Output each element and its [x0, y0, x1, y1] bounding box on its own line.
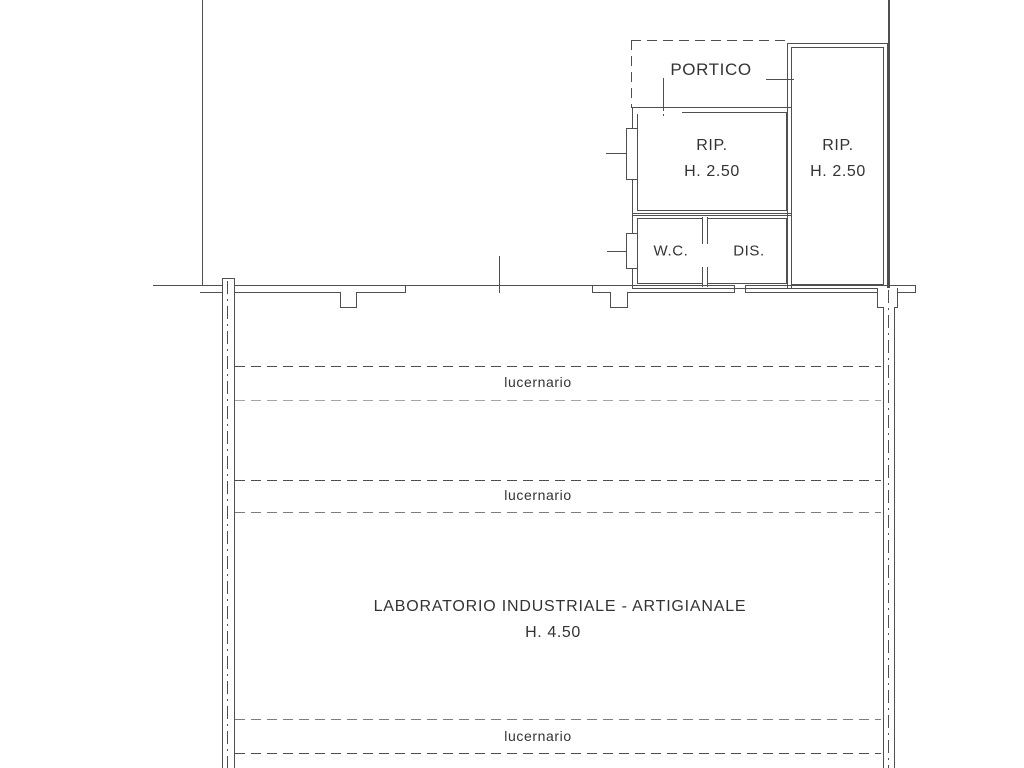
- room-wc-label: W.C.: [653, 242, 689, 260]
- room-dis-label: DIS.: [733, 242, 765, 260]
- window-rip-left: [626, 128, 638, 180]
- portico-label: PORTICO: [670, 60, 752, 79]
- portico-dashed-left: [631, 40, 632, 108]
- main-wall-joint-tick: [499, 256, 500, 293]
- lab-title: LABORATORIO INDUSTRIALE - ARTIGIANALE: [373, 598, 747, 615]
- window-wc: [626, 233, 638, 269]
- portico-dashed-top: [631, 40, 789, 41]
- skylight-3-top-line: [235, 719, 881, 720]
- main-wall-top-left-segment: [153, 285, 734, 286]
- skylight-1-top-line: [235, 366, 881, 367]
- boundary-line-right: [888, 0, 890, 289]
- room-rip-left-label: RIP.: [696, 137, 728, 154]
- lab-wall-left-centerline: [227, 281, 228, 768]
- wall-pier-1: [340, 292, 357, 308]
- main-wall-top-right-segment: [745, 285, 916, 286]
- room-rip-left: [632, 107, 792, 216]
- wall-pier-2: [610, 292, 628, 308]
- lab-wall-right: [883, 307, 895, 768]
- main-wall-cap-3: [915, 285, 916, 293]
- wc-dis-partition-lower: [702, 267, 708, 287]
- lab-height: H. 4.50: [525, 624, 581, 641]
- room-rip-left-inner-wall: [637, 112, 787, 211]
- main-wall-door-cap-left: [734, 285, 735, 293]
- skylight-3-label: lucernario: [504, 728, 572, 744]
- main-wall-door-cap-right: [745, 285, 746, 293]
- room-rip-right-height: H. 2.50: [810, 163, 866, 180]
- lab-wall-left: [222, 278, 235, 768]
- skylight-2-label: lucernario: [504, 487, 572, 503]
- window-wc-leader: [607, 251, 627, 252]
- room-rip-left-height: H. 2.50: [684, 163, 740, 180]
- room-rip-left-door-opening: [636, 111, 682, 114]
- main-wall-cap-1: [405, 285, 406, 293]
- boundary-line-left: [202, 0, 203, 286]
- room-rip-right-label: RIP.: [822, 137, 854, 154]
- skylight-1-bottom-line: [235, 400, 881, 401]
- main-wall-cap-2: [592, 285, 593, 293]
- window-rip-leader: [606, 153, 627, 154]
- skylight-2-bottom-line: [235, 512, 881, 513]
- skylight-2-top-line: [235, 480, 881, 481]
- wc-dis-partition-upper: [702, 217, 708, 244]
- skylight-3-bottom-line: [235, 753, 881, 754]
- skylight-1-label: lucernario: [504, 374, 572, 390]
- lab-wall-right-centerline: [888, 290, 889, 768]
